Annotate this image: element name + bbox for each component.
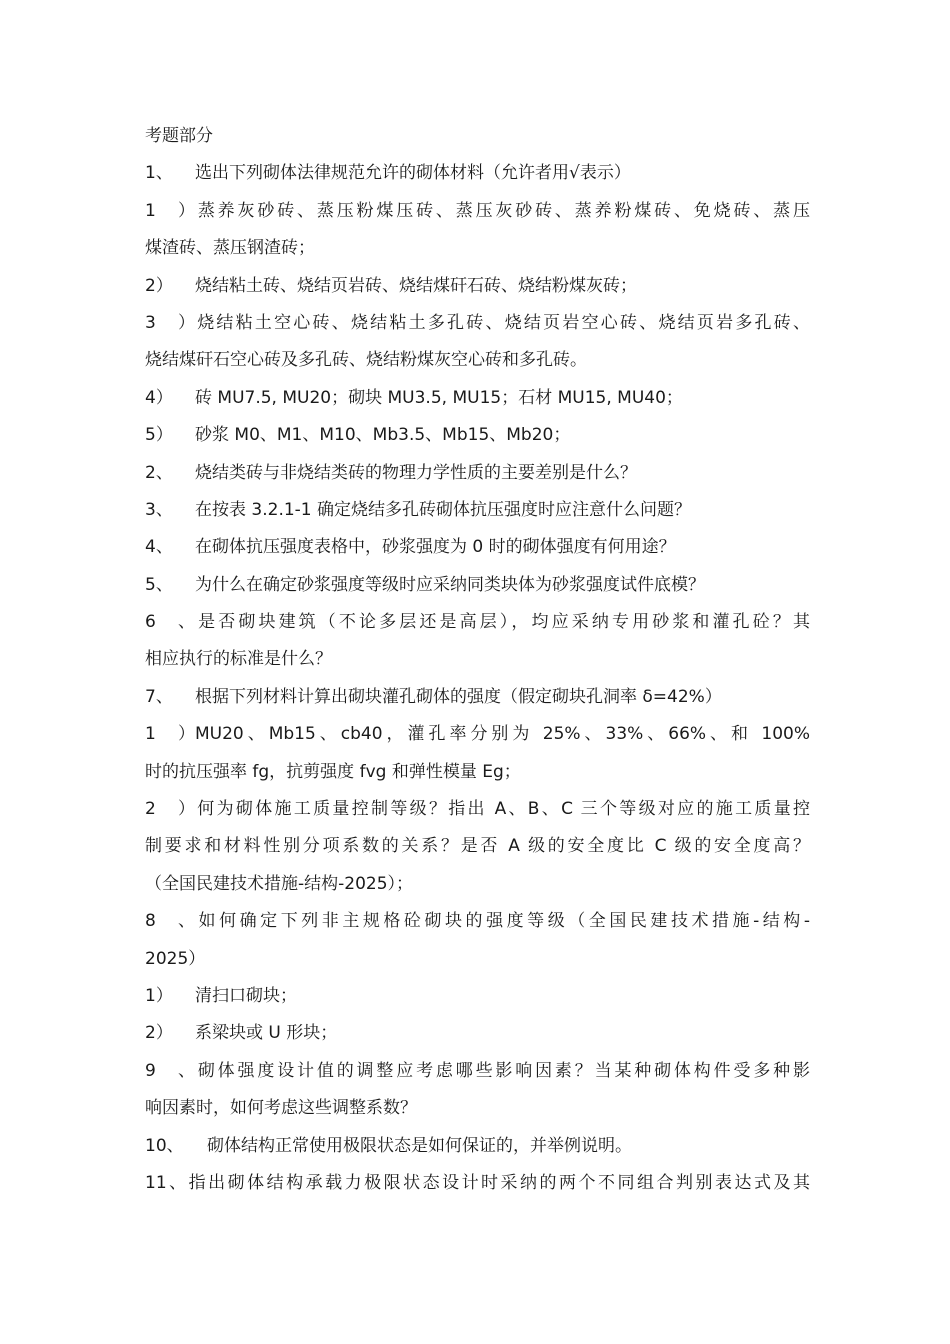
document-body xyxy=(145,118,810,1202)
item-text: 制要求和材料性别分项系数的关系？是否 A 级的安全度比 C 级的安全度高？ xyxy=(145,836,810,857)
item-number: 6、 xyxy=(145,612,195,633)
question-line xyxy=(145,268,810,305)
question-line xyxy=(145,941,810,978)
question-line xyxy=(145,1015,810,1052)
item-text: 时的抗压强率 fg，抗剪强度 fvg 和弹性模量 Eg； xyxy=(145,761,521,782)
item-number: 5、 xyxy=(145,574,173,595)
question-line xyxy=(145,305,810,342)
question-line xyxy=(145,529,810,566)
item-text: MU20、Mb15、cb40，灌孔率分别为 25%、33%、66%、和 100% xyxy=(195,724,810,745)
item-number: 3、 xyxy=(145,499,173,520)
question-list xyxy=(145,155,810,1202)
item-text: 砂浆 M0、M1、M10、Mb3.5、Mb15、Mb20； xyxy=(195,425,571,446)
section-heading: 考题部分 xyxy=(145,126,213,146)
item-text: （全国民建技术措施-结构-2025）； xyxy=(145,873,414,894)
item-number: 5） xyxy=(145,425,173,446)
item-text: 煤渣砖、蒸压钢渣砖； xyxy=(145,238,315,259)
question-line xyxy=(145,380,810,417)
question-line xyxy=(145,903,810,940)
question-line xyxy=(145,455,810,492)
item-text: 响因素时，如何考虑这些调整系数？ xyxy=(145,1098,417,1119)
question-line xyxy=(145,978,810,1015)
item-text: 在按表 3.2.1-1 确定烧结多孔砖砌体抗压强度时应注意什么问题？ xyxy=(195,499,692,520)
item-number: 3） xyxy=(145,312,195,333)
item-text: 在砌体抗压强度表格中，砂浆强度为 0 时的砌体强度有何用途？ xyxy=(195,537,676,558)
item-text: 砌体结构正常使用极限状态是如何保证的，并举例说明。 xyxy=(207,1135,632,1156)
item-text: 砖 MU7.5, MU20；砌块 MU3.5, MU15；石材 MU15, MU40； xyxy=(195,387,683,408)
question-line xyxy=(145,1165,810,1202)
item-number: 4、 xyxy=(145,537,173,558)
item-text: 是否砌块建筑（不论多层还是高层），均应采纳专用砂浆和灌孔砼？其 xyxy=(195,612,810,633)
question-line xyxy=(145,679,810,716)
question-line xyxy=(145,230,810,267)
question-line xyxy=(145,567,810,604)
item-text: 11、指出砌体结构承载力极限状态设计时采纳的两个不同组合判别表达式及其 xyxy=(145,1172,810,1193)
question-line xyxy=(145,1053,810,1090)
question-line xyxy=(145,791,810,828)
item-text: 系梁块或 U 形块； xyxy=(195,1023,338,1044)
question-line xyxy=(145,492,810,529)
item-text: 2025） xyxy=(145,948,206,969)
item-number: 2、 xyxy=(145,462,173,483)
item-text: 烧结粘土砖、烧结页岩砖、烧结煤矸石砖、烧结粉煤灰砖； xyxy=(195,275,637,296)
item-number: 1） xyxy=(145,200,195,221)
item-number: 1） xyxy=(145,724,195,745)
item-number: 9、 xyxy=(145,1060,195,1081)
question-line xyxy=(145,604,810,641)
item-number: 8、 xyxy=(145,911,195,932)
item-text: 选出下列砌体法律规范允许的砌体材料（允许者用√表示） xyxy=(195,163,631,184)
item-text: 清扫口砌块； xyxy=(195,985,297,1006)
question-line xyxy=(145,716,810,753)
item-number: 1） xyxy=(145,985,173,1006)
question-line xyxy=(145,828,810,865)
item-number: 1、 xyxy=(145,163,173,184)
question-line xyxy=(145,1090,810,1127)
item-number: 7、 xyxy=(145,686,173,707)
item-text: 烧结煤矸石空心砖及多孔砖、烧结粉煤灰空心砖和多孔砖。 xyxy=(145,350,587,371)
item-number: 2） xyxy=(145,1023,173,1044)
item-text: 烧结类砖与非烧结类砖的物理力学性质的主要差别是什么？ xyxy=(195,462,637,483)
item-text: 烧结粘土空心砖、烧结粘土多孔砖、烧结页岩空心砖、烧结页岩多孔砖、 xyxy=(195,312,810,333)
question-line xyxy=(145,866,810,903)
item-text: 相应执行的标准是什么？ xyxy=(145,649,332,670)
question-line xyxy=(145,342,810,379)
item-text: 蒸养灰砂砖、蒸压粉煤压砖、蒸压灰砂砖、蒸养粉煤砖、免烧砖、蒸压 xyxy=(195,200,810,221)
question-line xyxy=(145,193,810,230)
item-text: 何为砌体施工质量控制等级？指出 A、B、C 三个等级对应的施工质量控 xyxy=(195,799,810,820)
question-line xyxy=(145,155,810,192)
item-number: 2） xyxy=(145,275,173,296)
item-text: 砌体强度设计值的调整应考虑哪些影响因素？当某种砌体构件受多种影 xyxy=(195,1060,810,1081)
question-line xyxy=(145,754,810,791)
item-text: 为什么在确定砂浆强度等级时应采纳同类块体为砂浆强度试件底模？ xyxy=(195,574,705,595)
item-number: 2） xyxy=(145,799,195,820)
item-text: 根据下列材料计算出砌块灌孔砌体的强度（假定砌块孔洞率 δ=42%） xyxy=(195,686,722,707)
item-number: 4） xyxy=(145,387,173,408)
question-line xyxy=(145,417,810,454)
question-line xyxy=(145,641,810,678)
item-number: 10、 xyxy=(145,1135,184,1156)
question-line xyxy=(145,1128,810,1165)
item-text: 如何确定下列非主规格砼砌块的强度等级（全国民建技术措施-结构- xyxy=(195,911,810,932)
